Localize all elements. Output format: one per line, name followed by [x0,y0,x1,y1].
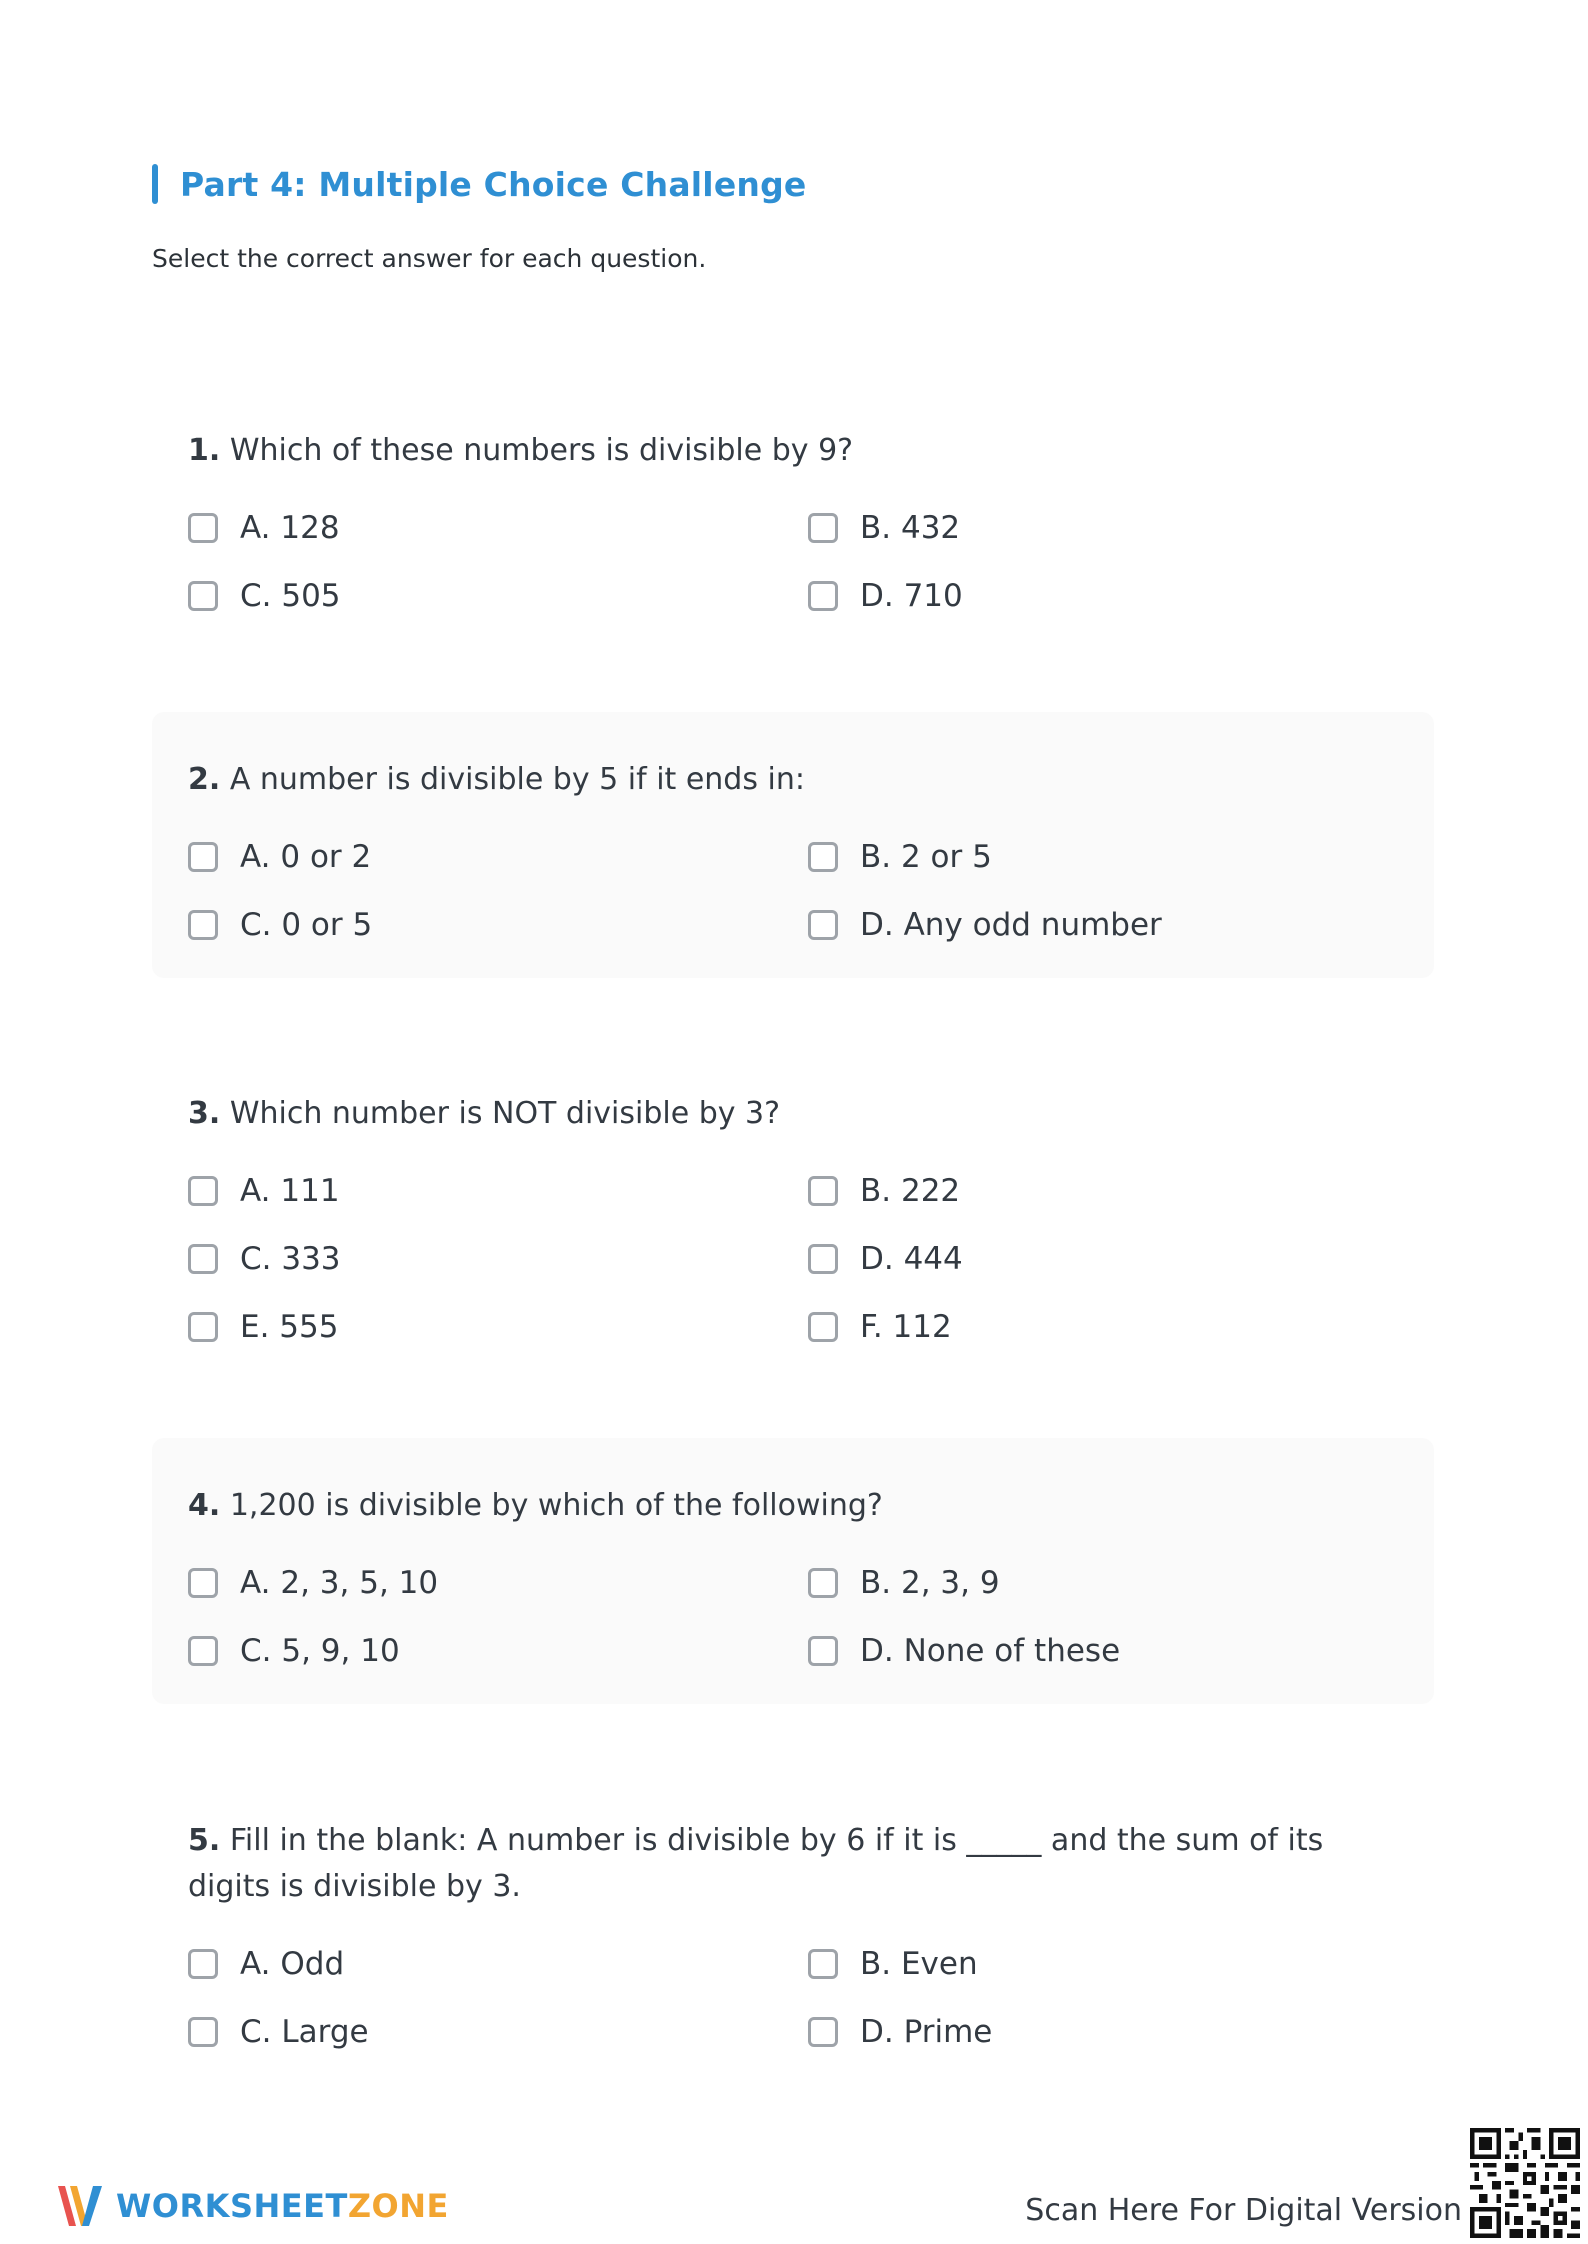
option-label: B. 2 or 5 [860,839,992,875]
option-label: C. 5, 9, 10 [240,1633,400,1669]
option-label: D. 710 [860,578,963,614]
question-prompt: 1,200 is divisible by which of the following? [229,1488,883,1523]
question-prompt: Which number is NOT divisible by 3? [229,1096,781,1131]
options-grid [188,504,1398,620]
option-label: A. Odd [240,1946,345,1982]
checkbox-icon[interactable] [188,513,218,543]
scan-text: Scan Here For Digital Version [1025,2193,1462,2228]
question-3 [152,1091,1434,1351]
option-a[interactable] [188,1559,808,1607]
question-text [188,1483,1398,1529]
option-d[interactable] [808,572,1398,620]
option-label: B. 432 [860,510,961,546]
section-accent-bar [152,164,158,204]
option-b[interactable] [808,504,1398,552]
question-prompt: Which of these numbers is divisible by 9? [229,433,854,468]
checkbox-icon[interactable] [188,910,218,940]
option-c[interactable] [188,901,808,949]
checkbox-icon[interactable] [808,910,838,940]
option-label: B. 2, 3, 9 [860,1565,1000,1601]
worksheetzone-logo [56,2180,449,2232]
option-a[interactable] [188,504,808,552]
question-text [188,1818,1398,1910]
checkbox-icon[interactable] [808,2017,838,2047]
options-grid [188,833,1398,949]
checkbox-icon[interactable] [808,1176,838,1206]
checkbox-icon[interactable] [188,1636,218,1666]
options-grid [188,1559,1398,1675]
checkbox-icon[interactable] [188,1312,218,1342]
checkbox-icon[interactable] [808,842,838,872]
checkbox-icon[interactable] [808,513,838,543]
checkbox-icon[interactable] [188,1176,218,1206]
option-label: D. 444 [860,1241,963,1277]
checkbox-icon[interactable] [808,581,838,611]
checkbox-icon[interactable] [808,1244,838,1274]
option-e[interactable] [188,1303,808,1351]
option-label: D. None of these [860,1633,1121,1669]
option-d[interactable] [808,1235,1398,1283]
question-number: 3. [188,1096,221,1131]
question-text [188,1091,1398,1137]
question-text [188,757,1398,803]
option-a[interactable] [188,833,808,881]
checkbox-icon[interactable] [808,1949,838,1979]
option-b[interactable] [808,1167,1398,1215]
option-label: C. 505 [240,578,341,614]
instructions: Select the correct answer for each question. [152,244,707,273]
option-a[interactable] [188,1167,808,1215]
option-label: C. 0 or 5 [240,907,373,943]
checkbox-icon[interactable] [808,1636,838,1666]
question-prompt: Fill in the blank: A number is divisible by 6 if it is _____ and the sum of its digits is divisible by 3. [188,1823,1324,1904]
logo-text: WORKSHEETZONE [116,2187,449,2225]
checkbox-icon[interactable] [808,1312,838,1342]
checkbox-icon[interactable] [188,1568,218,1598]
option-label: A. 0 or 2 [240,839,372,875]
option-label: B. Even [860,1946,978,1982]
question-number: 4. [188,1488,221,1523]
option-d[interactable] [808,901,1398,949]
option-label: E. 555 [240,1309,339,1345]
option-label: F. 112 [860,1309,952,1345]
option-c[interactable] [188,2008,808,2056]
option-label: A. 111 [240,1173,340,1209]
option-c[interactable] [188,1235,808,1283]
option-label: C. 333 [240,1241,341,1277]
question-5 [152,1818,1434,2056]
question-4 [152,1438,1434,1704]
option-b[interactable] [808,1940,1398,1988]
option-label: A. 2, 3, 5, 10 [240,1565,439,1601]
options-grid [188,1940,1398,2056]
checkbox-icon[interactable] [188,2017,218,2047]
option-d[interactable] [808,1627,1398,1675]
worksheetzone-logo-icon [56,2180,104,2232]
checkbox-icon[interactable] [808,1568,838,1598]
qr-code-icon[interactable] [1470,2128,1580,2238]
option-d[interactable] [808,2008,1398,2056]
option-c[interactable] [188,572,808,620]
question-prompt: A number is divisible by 5 if it ends in: [229,762,805,797]
option-label: A. 128 [240,510,340,546]
question-number: 2. [188,762,221,797]
option-b[interactable] [808,833,1398,881]
section-title: Part 4: Multiple Choice Challenge [180,164,807,204]
checkbox-icon[interactable] [188,1244,218,1274]
checkbox-icon[interactable] [188,1949,218,1979]
checkbox-icon[interactable] [188,581,218,611]
option-label: D. Prime [860,2014,993,2050]
checkbox-icon[interactable] [188,842,218,872]
options-grid [188,1167,1398,1351]
question-1 [152,428,1434,620]
option-label: C. Large [240,2014,369,2050]
question-number: 5. [188,1823,221,1858]
option-label: B. 222 [860,1173,961,1209]
option-f[interactable] [808,1303,1398,1351]
option-label: D. Any odd number [860,907,1162,943]
option-c[interactable] [188,1627,808,1675]
option-a[interactable] [188,1940,808,1988]
question-2 [152,712,1434,978]
question-text [188,428,1398,474]
question-number: 1. [188,433,221,468]
option-b[interactable] [808,1559,1398,1607]
section-header [152,160,807,208]
